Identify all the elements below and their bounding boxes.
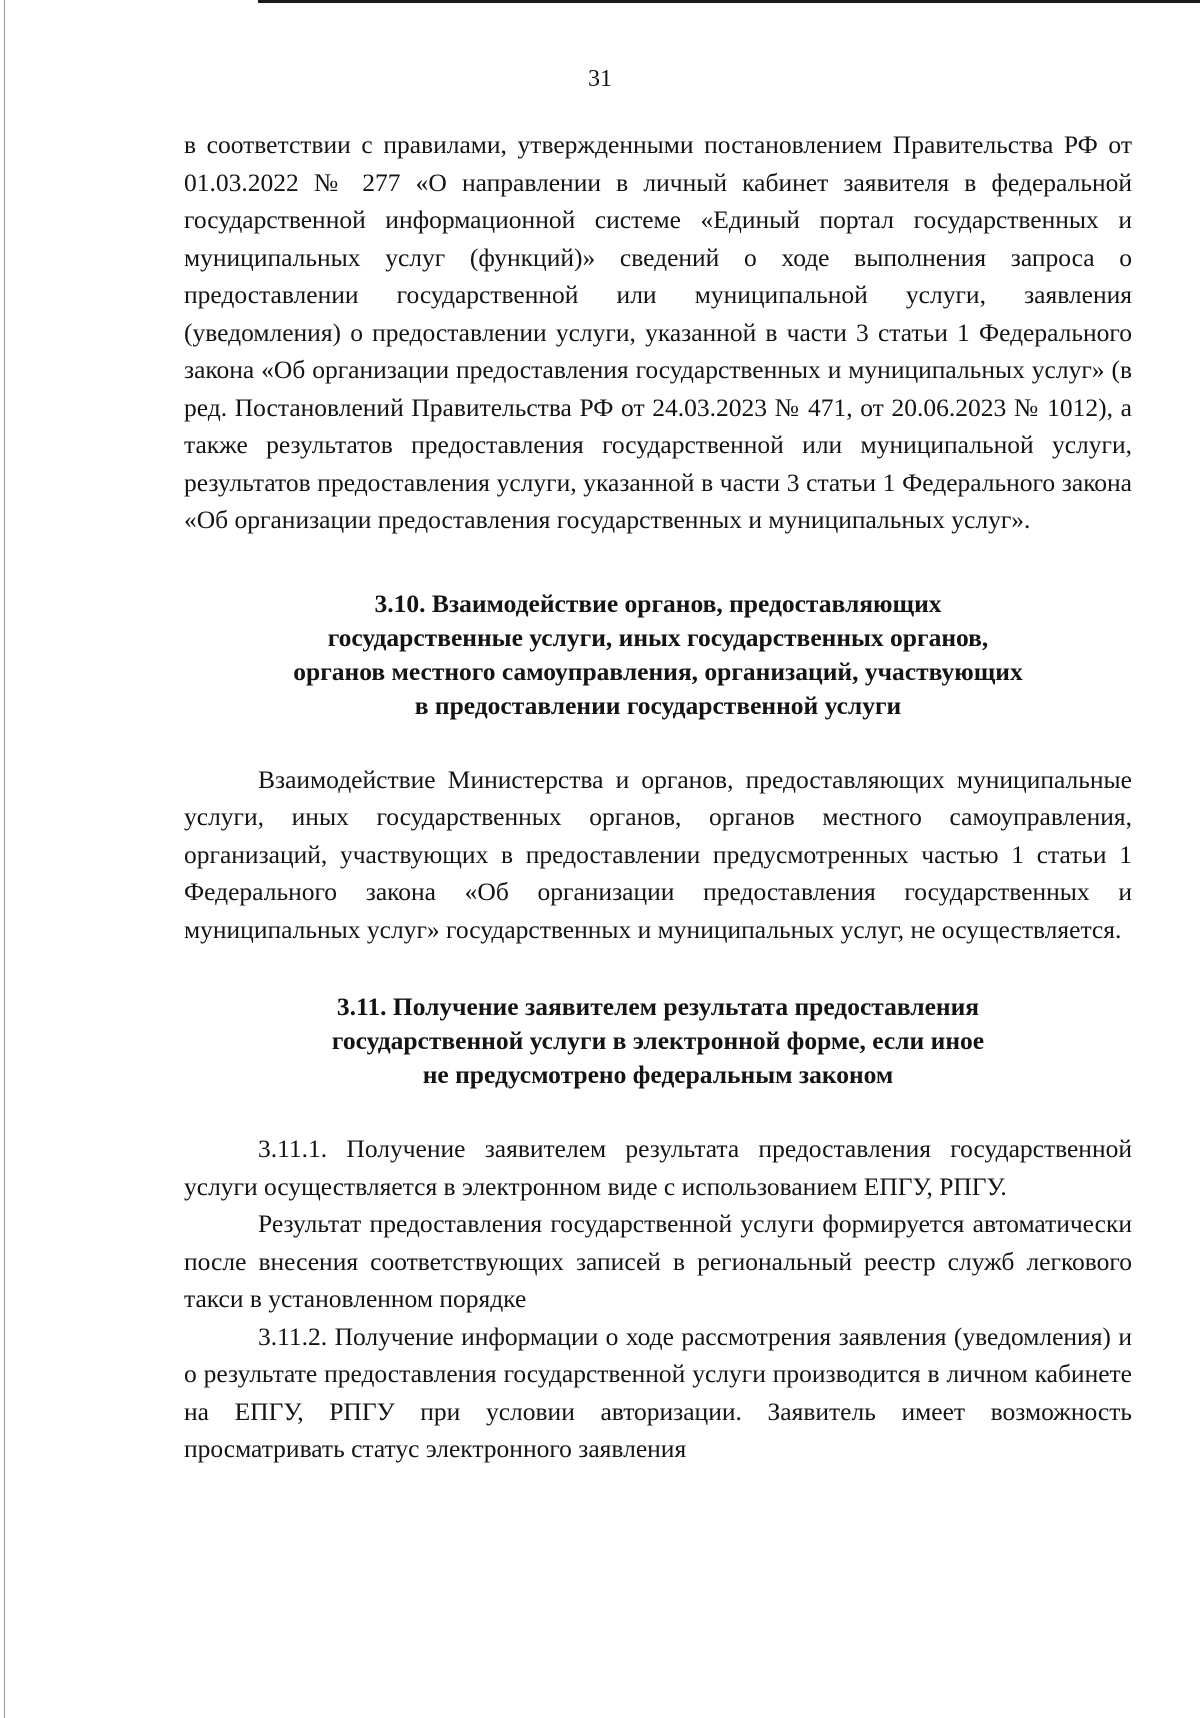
top-border-line <box>258 0 1200 3</box>
paragraph-3-11-1: 3.11.1. Получение заявителем результата предоставления государственной услуги осуществляется в электронном виде с использованием ЕПГУ, РПГУ. <box>184 1134 1132 1201</box>
section-heading-3-11 <box>184 990 1132 1092</box>
heading-line: государственные услуги, иных государственных органов, <box>327 622 989 652</box>
paragraph-intro: в соответствии с правилами, утвержденными постановлением Правительства РФ от 01.03.2022 № 277 «О направлении в личный кабинет заявителя в федеральной государственной информационной системе «Единый портал государственных и муниципальных услуг (функций)» сведений о ходе выполнения запроса о предоставлении государственной или муниципальной услуги, заявления (уведомления) о предоставлении услуги, указанной в части 3 статьи 1 Федерального закона «Об организации предоставления государственных и муниципальных услуг» (в ред. Постановлений Правительства РФ от 24.03.2023 № 471, от 20.06.2023 № 1012), а также результатов предоставления государственной или муниципальной услуги, результатов предоставления услуги, указанной в части 3 статьи 1 Федерального закона «Об организации предоставления государственных и муниципальных услуг». <box>184 130 1132 534</box>
paragraph-3-11-2: 3.11.2. Получение информации о ходе рассмотрения заявления (уведомления) и о результате предоставления государственной услуги производится в личном кабинете на ЕПГУ, РПГУ при условии авторизации. Заявитель имеет возможность просматривать статус электронного заявления <box>184 1321 1132 1463</box>
heading-line: не предусмотрено федеральным законом <box>422 1060 894 1089</box>
page-number: 31 <box>588 66 612 92</box>
heading-line: 3.11. Получение заявителем результата предоставления <box>336 992 980 1021</box>
heading-line: в предоставлении государственной услуги <box>414 690 902 720</box>
section-heading-3-10 <box>184 587 1132 723</box>
heading-line: органов местного самоуправления, организаций, участвующих <box>293 656 1023 686</box>
paragraph-result: Результат предоставления государственной услуги формируется автоматически после внесения соответствующих записей в региональный реестр служб легкового такси в установленном порядке <box>184 1209 1132 1313</box>
document-body <box>184 126 1132 1468</box>
paragraph-interaction: Взаимодействие Министерства и органов, предоставляющих муниципальные услуги, иных государственных органов, органов местного самоуправления, организаций, участвующих в предоставлении предусмотренных частью 1 статьи 1 Федерального закона «Об организации предоставления государственных и муниципальных услуг» государственных и муниципальных услуг, не осуществляется. <box>184 764 1132 944</box>
heading-line: государственной услуги в электронной форме, если иное <box>331 1026 985 1055</box>
heading-line: 3.10. Взаимодействие органов, предоставляющих <box>374 588 942 618</box>
left-border-line <box>4 0 5 1718</box>
